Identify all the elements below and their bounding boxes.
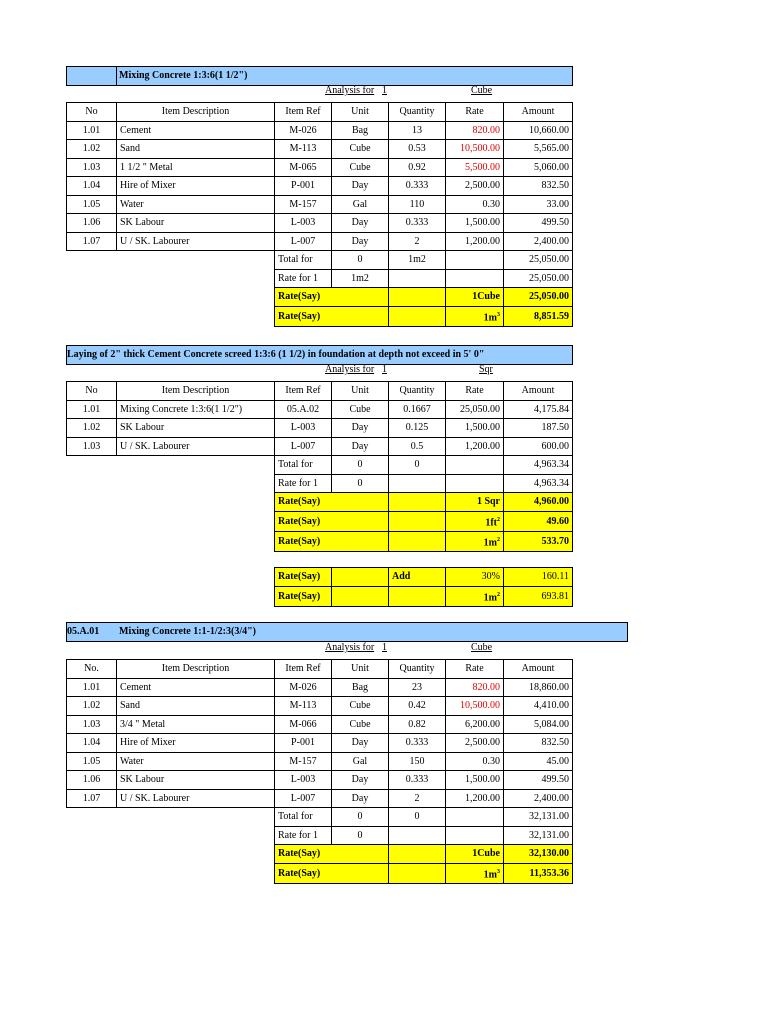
rate-row: Rate for 1 0 4,963.34 bbox=[67, 474, 573, 493]
rate-row: Rate for 1 0 32,131.00 bbox=[67, 826, 573, 845]
add-rate-row: Rate(Say) $1m^2$ 693.81 bbox=[275, 586, 573, 606]
table-row: 1.02 Sand M-113 Cube 0.53 10,500.00 5,565.00 bbox=[67, 140, 573, 159]
add-percentage-table bbox=[274, 567, 573, 607]
total-row: Total for 0 1m2 25,050.00 bbox=[67, 251, 573, 270]
analysis-table-1 bbox=[66, 102, 573, 327]
rate-row: Rate for 1 1m2 25,050.00 bbox=[67, 269, 573, 288]
rate-say-row: Rate(Say) 1Cube 32,130.00 bbox=[67, 845, 573, 864]
analysis-table-2 bbox=[66, 381, 573, 552]
analysis-qty: 1 bbox=[382, 642, 387, 653]
analysis-qty: 1 bbox=[382, 364, 387, 375]
analysis-qty: 1 bbox=[382, 85, 387, 96]
table-header-row: No Item Description Item Ref Unit Quantity Rate Amount bbox=[67, 103, 573, 122]
table-header-row: No. Item Description Item Ref Unit Quantity Rate Amount bbox=[67, 660, 573, 679]
table-header-row: No Item Description Item Ref Unit Quantity Rate Amount bbox=[67, 382, 573, 401]
section-title: Mixing Concrete 1:1-1/2:3(3/4") bbox=[119, 626, 257, 637]
table-row: 1.05 Water M-157 Gal 110 0.30 33.00 bbox=[67, 195, 573, 214]
section-code: 05.A.01 bbox=[67, 626, 100, 637]
analysis-label: Analysis for bbox=[325, 364, 375, 375]
section-title: Laying of 2" thick Cement Concrete screed 1:3:6 (1 1/2) in foundation at depth not exceed in 5' 0" bbox=[67, 349, 485, 360]
section-header-mixing-concrete-136 bbox=[66, 66, 573, 86]
table-row: 1.04 Hire of Mixer P-001 Day 0.333 2,500.00 832.50 bbox=[67, 177, 573, 196]
table-row: 1.07 U / SK. Labourer L-007 Day 2 1,200.00 2,400.00 bbox=[67, 232, 573, 251]
table-row: 1.07 U / SK. Labourer L-007 Day 2 1,200.00 2,400.00 bbox=[67, 789, 573, 808]
rate-say-row: Rate(Say) $1m^2$ 533.70 bbox=[67, 531, 573, 551]
table-row: 1.02 Sand M-113 Cube 0.42 10,500.00 4,410.00 bbox=[67, 697, 573, 716]
table-row: 1.03 3/4 " Metal M-066 Cube 0.82 6,200.00 5,084.00 bbox=[67, 715, 573, 734]
table-row: 1.01 Cement M-026 Bag 23 820.00 18,860.00 bbox=[67, 678, 573, 697]
analysis-label: Analysis for bbox=[325, 85, 375, 96]
total-row: Total for 0 0 32,131.00 bbox=[67, 808, 573, 827]
table-row: 1.01 Mixing Concrete 1:3:6(1 1/2") 05.A.02 Cube 0.1667 25,050.00 4,175.84 bbox=[67, 400, 573, 419]
table-row: 1.06 SK Labour L-003 Day 0.333 1,500.00 499.50 bbox=[67, 214, 573, 233]
analysis-unit: Cube bbox=[471, 85, 493, 96]
table-row: 1.03 1 1/2 " Metal M-065 Cube 0.92 5,500.00 5,060.00 bbox=[67, 158, 573, 177]
total-row: Total for 0 0 4,963.34 bbox=[67, 456, 573, 475]
rate-say-row: Rate(Say) 1 Sqr 4,960.00 bbox=[67, 493, 573, 512]
analysis-unit: Cube bbox=[471, 642, 493, 653]
section-header-laying-cement-concrete bbox=[66, 345, 573, 365]
section-title: Mixing Concrete 1:3:6(1 1/2") bbox=[119, 70, 248, 81]
rate-say-row: Rate(Say) 1Cube 25,050.00 bbox=[67, 288, 573, 307]
table-row: 1.01 Cement M-026 Bag 13 820.00 10,660.00 bbox=[67, 121, 573, 140]
table-row: 1.06 SK Labour L-003 Day 0.333 1,500.00 499.50 bbox=[67, 771, 573, 790]
analysis-unit: Sqr bbox=[479, 364, 493, 375]
add-row: Rate(Say) Add 30% 160.11 bbox=[275, 568, 573, 587]
rate-say-row: Rate(Say) $1m^3$ 11,353.36 bbox=[67, 863, 573, 883]
rate-say-row: Rate(Say) $1ft^2$ 49.60 bbox=[67, 511, 573, 531]
section-header-mixing-concrete-1-1-5-3 bbox=[66, 622, 628, 642]
rate-say-row: Rate(Say) $1m^3$ 8,851.59 bbox=[67, 306, 573, 326]
table-row: 1.04 Hire of Mixer P-001 Day 0.333 2,500.00 832.50 bbox=[67, 734, 573, 753]
table-row: 1.02 SK Labour L-003 Day 0.125 1,500.00 187.50 bbox=[67, 419, 573, 438]
analysis-table-3 bbox=[66, 659, 573, 884]
table-row: 1.05 Water M-157 Gal 150 0.30 45.00 bbox=[67, 752, 573, 771]
analysis-label: Analysis for bbox=[325, 642, 375, 653]
table-row: 1.03 U / SK. Labourer L-007 Day 0.5 1,200.00 600.00 bbox=[67, 437, 573, 456]
